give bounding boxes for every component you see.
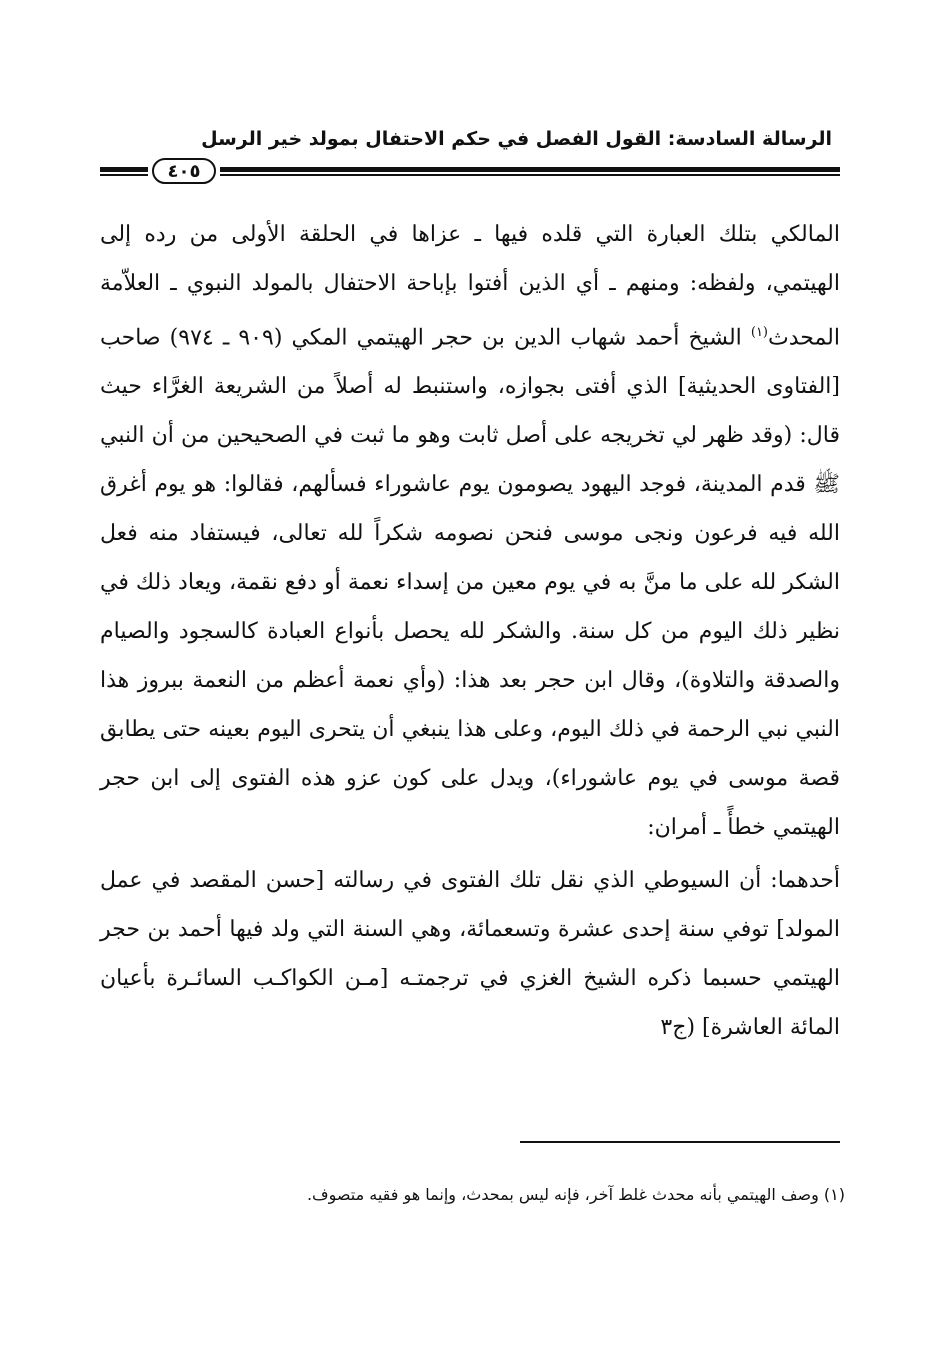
page-header — [100, 128, 840, 186]
footnote-separator — [520, 1141, 840, 1143]
footnote: (١) وصف الهيتمي بأنه محدث غلط آخر، فإنه ليس بمحدث، وإنما هو فقيه متصوف. — [306, 1185, 845, 1204]
footnote-marker: (١) — [750, 325, 768, 340]
paragraph-1-part-b: الشيخ أحمد شهاب الدين بن حجر الهيتمي المكي (٩٠٩ ـ ٩٧٤) صاحب [الفتاوى الحديثية] الذي أفتى بجوازه، واستنبط له أصلاً من الشريعة الغرَّاء حيث قال: (وقد ظهر لي تخريجه على أصل ثابت وهو ما ثبت في الصحيحين من أن النبي ﷺ قدم المدينة، فوجد اليهود يصومون يوم عاشوراء فسألهم، فقالوا: هو يوم أغرق الله فيه فرعون ونجى موسى فنحن نصومه شكراً لله تعالى، فيستفاد منه فعل الشكر لله على ما منَّ به في يوم معين من إسداء نعمة أو دفع نقمة، ويعاد ذلك في نظير ذلك اليوم من كل سنة. والشكر لله يحصل بأنواع العبادة كالسجود والصيام والصدقة والتلاوة)، وقال ابن حجر بعد هذا: (وأي نعمة أعظم من النعمة ببروز هذا النبي نبي الرحمة في ذلك اليوم، وعلى هذا ينبغي أن يتحرى اليوم بعينه حتى يطابق قصة موسى في يوم عاشوراء)، ويدل على كون عزو هذه الفتوى إلى ابن حجر الهيتمي خطأً ـ أمران: — [100, 325, 841, 841]
running-title: الرسالة السادسة: القول الفصل في حكم الاحتفال بمولد خير الرسل — [201, 128, 832, 150]
header-rule-left — [100, 167, 148, 176]
paragraph-1 — [100, 210, 840, 852]
header-rule-right — [220, 167, 840, 176]
header-rule — [100, 156, 840, 186]
page-number: ٤٠٥ — [152, 158, 216, 184]
paragraph-2: أحدهما: أن السيوطي الذي نقل تلك الفتوى في رسالته [حسن المقصد في عمل المولد] توفي سنة إحدى عشرة وتسعمائة، وهي السنة التي ولد فيها أحمد بن حجر الهيتمي حسبما ذكره الشيخ الغزي في ترجمتـه [مـن الكواكـب السائـرة بأعيان المائة العاشرة] (ج٣ — [100, 868, 840, 1041]
paragraph-1-part-a: المالكي بتلك العبارة التي قلده فيها ـ عزاها في الحلقة الأولى من رده إلى الهيتمي، ولفظه: ومنهم ـ أي الذين أفتوا بإباحة الاحتفال بالمولد النبوي ـ العلاّمة المحدث — [100, 222, 840, 351]
main-text — [100, 210, 840, 1052]
